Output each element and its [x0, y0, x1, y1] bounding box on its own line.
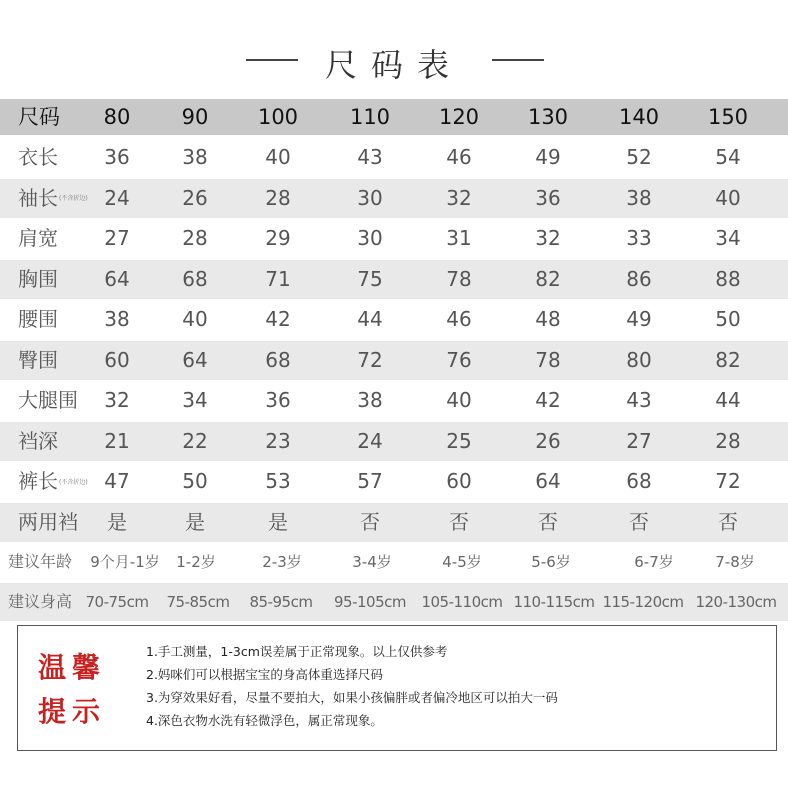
- row-label: 衣长: [18, 145, 58, 169]
- table-cell: 42: [535, 388, 561, 412]
- table-row: [0, 381, 788, 421]
- table-cell: 24: [357, 428, 383, 453]
- table-cell: 52: [626, 145, 652, 169]
- table-cell: 75: [357, 266, 383, 291]
- table-cell: 40: [715, 185, 741, 210]
- tips-item: 2.妈咪们可以根据宝宝的身高体重选择尺码: [146, 667, 383, 682]
- table-row: [0, 462, 788, 502]
- table-cell: 38: [182, 145, 208, 169]
- table-cell: 28: [715, 428, 741, 453]
- table-cell: 是: [185, 509, 205, 534]
- table-cell: 49: [535, 145, 561, 169]
- table-row: [0, 219, 788, 259]
- table-cell: 33: [626, 226, 652, 250]
- table-cell: 38: [626, 185, 652, 210]
- table-cell: 68: [182, 266, 208, 291]
- table-cell: 否: [449, 509, 469, 534]
- height-row: [0, 583, 788, 621]
- table-cell: 130: [527, 105, 569, 129]
- table-cell: 82: [715, 347, 741, 372]
- table-row: [0, 422, 788, 462]
- tips-badge: [38, 646, 118, 734]
- table-cell: 71: [265, 266, 291, 291]
- tips-badge-line1: 温馨: [38, 651, 107, 684]
- table-row: [0, 138, 788, 178]
- table-row: [0, 503, 788, 543]
- table-cell: 38: [104, 307, 130, 331]
- table-cell: 64: [182, 347, 208, 372]
- table-cell: 72: [715, 469, 741, 493]
- table-cell: 95-105cm: [334, 593, 406, 611]
- table-cell: 否: [360, 509, 380, 534]
- table-cell: 82: [535, 266, 561, 291]
- table-cell: 78: [446, 266, 472, 291]
- table-cell: 110: [349, 105, 391, 129]
- table-cell: 3-4岁: [352, 553, 392, 571]
- row-label-text: 袖长: [18, 185, 58, 210]
- title-dash-left: [246, 59, 298, 61]
- table-cell: 54: [715, 145, 741, 169]
- table-cell: 是: [107, 509, 127, 534]
- table-cell: 40: [446, 388, 472, 412]
- row-label-text: 裤长: [18, 469, 58, 493]
- table-cell: 46: [446, 307, 472, 331]
- page-title-block: [0, 34, 788, 84]
- table-cell: 60: [104, 347, 130, 372]
- table-cell: 140: [618, 105, 660, 129]
- table-cell: 44: [715, 388, 741, 412]
- table-cell: 31: [446, 226, 472, 250]
- table-cell: 53: [265, 469, 291, 493]
- table-cell: 是: [268, 509, 288, 534]
- table-cell: 57: [357, 469, 383, 493]
- row-label: 臀围: [18, 347, 58, 372]
- table-cell: 25: [446, 428, 472, 453]
- table-cell: 78: [535, 347, 561, 372]
- table-row: [0, 341, 788, 381]
- table-cell: 否: [629, 509, 649, 534]
- table-cell: 26: [182, 185, 208, 210]
- tips-item: 4.深色衣物水洗有轻微浮色，属正常现象。: [146, 713, 383, 728]
- table-cell: 24: [104, 185, 130, 210]
- table-cell: 88: [715, 266, 741, 291]
- row-label: 胸围: [18, 266, 58, 291]
- table-cell: 21: [104, 428, 130, 453]
- table-cell: 30: [357, 226, 383, 250]
- table-cell: 5-6岁: [531, 553, 571, 571]
- table-cell: 49: [626, 307, 652, 331]
- row-label-note: (不含折边): [59, 195, 88, 203]
- table-cell: 28: [265, 185, 291, 210]
- table-cell: 27: [104, 226, 130, 250]
- table-cell: 22: [182, 428, 208, 453]
- table-cell: 43: [626, 388, 652, 412]
- title-dash-right: [492, 59, 544, 61]
- table-cell: 9个月-1岁: [90, 553, 160, 571]
- table-cell: 36: [104, 145, 130, 169]
- table-cell: 80: [626, 347, 652, 372]
- tips-badge-line2: 提示: [38, 695, 107, 728]
- table-row: [0, 300, 788, 340]
- table-cell: 90: [181, 105, 209, 129]
- table-cell: 75-85cm: [166, 593, 230, 611]
- table-cell: 85-95cm: [249, 593, 313, 611]
- table-cell: 110-115cm: [513, 593, 595, 611]
- row-label: 建议年龄: [8, 552, 73, 571]
- table-cell: 29: [265, 226, 291, 250]
- row-label: 两用裆: [18, 509, 78, 534]
- tips-item: 1.手工测量，1-3cm误差属于正常现象。以上仅供参考: [146, 644, 448, 659]
- row-label-note: (不含折边): [59, 478, 88, 486]
- table-cell: 80: [103, 105, 131, 129]
- table-cell: 40: [265, 145, 291, 169]
- table-cell: 27: [626, 428, 652, 453]
- table-cell: 64: [535, 469, 561, 493]
- table-cell: 36: [265, 388, 291, 412]
- table-cell: 48: [535, 307, 561, 331]
- row-label: 大腿围: [18, 388, 78, 412]
- table-cell: 32: [446, 185, 472, 210]
- table-cell: 40: [182, 307, 208, 331]
- tips-item: 3.为穿效果好看，尽量不要拍大，如果小孩偏胖或者偏冷地区可以拍大一码: [146, 690, 558, 705]
- table-cell: 否: [718, 509, 738, 534]
- table-cell: 2-3岁: [262, 553, 302, 571]
- table-cell: 70-75cm: [85, 593, 149, 611]
- table-cell: 36: [535, 185, 561, 210]
- table-cell: 30: [357, 185, 383, 210]
- table-cell: 100: [257, 105, 299, 129]
- tips-box: [17, 625, 777, 751]
- table-cell: 6-7岁: [634, 553, 674, 571]
- table-cell: 34: [715, 226, 741, 250]
- table-cell: 23: [265, 428, 291, 453]
- table-cell: 47: [104, 469, 130, 493]
- table-cell: 26: [535, 428, 561, 453]
- table-cell: 115-120cm: [602, 593, 684, 611]
- table-cell: 105-110cm: [421, 593, 503, 611]
- table-cell: 32: [104, 388, 130, 412]
- table-cell: 76: [446, 347, 472, 372]
- table-row: [0, 260, 788, 300]
- table-cell: 否: [538, 509, 558, 534]
- table-cell: 46: [446, 145, 472, 169]
- table-cell: 42: [265, 307, 291, 331]
- age-row: [0, 543, 788, 581]
- table-header-row: [0, 99, 788, 135]
- row-label: 尺码: [18, 105, 60, 129]
- table-cell: 64: [104, 266, 130, 291]
- table-cell: 120-130cm: [695, 593, 777, 611]
- table-cell: 60: [446, 469, 472, 493]
- table-cell: 44: [357, 307, 383, 331]
- table-cell: 68: [265, 347, 291, 372]
- table-row: [0, 179, 788, 219]
- table-cell: 86: [626, 266, 652, 291]
- row-label: 裆深: [18, 428, 58, 453]
- table-cell: 68: [626, 469, 652, 493]
- row-label: 建议身高: [8, 592, 73, 611]
- table-cell: 72: [357, 347, 383, 372]
- table-cell: 1-2岁: [176, 553, 216, 571]
- table-cell: 43: [357, 145, 383, 169]
- table-cell: 120: [438, 105, 480, 129]
- row-label: 肩宽: [18, 226, 58, 250]
- table-cell: 7-8岁: [715, 553, 755, 571]
- tips-list: [146, 640, 558, 732]
- table-cell: 4-5岁: [442, 553, 482, 571]
- table-cell: 32: [535, 226, 561, 250]
- table-cell: 38: [357, 388, 383, 412]
- page-title: 尺码表: [324, 46, 463, 84]
- table-cell: 50: [715, 307, 741, 331]
- table-cell: 150: [707, 105, 749, 129]
- row-label: 腰围: [18, 307, 58, 331]
- table-cell: 34: [182, 388, 208, 412]
- table-cell: 28: [182, 226, 208, 250]
- table-cell: 50: [182, 469, 208, 493]
